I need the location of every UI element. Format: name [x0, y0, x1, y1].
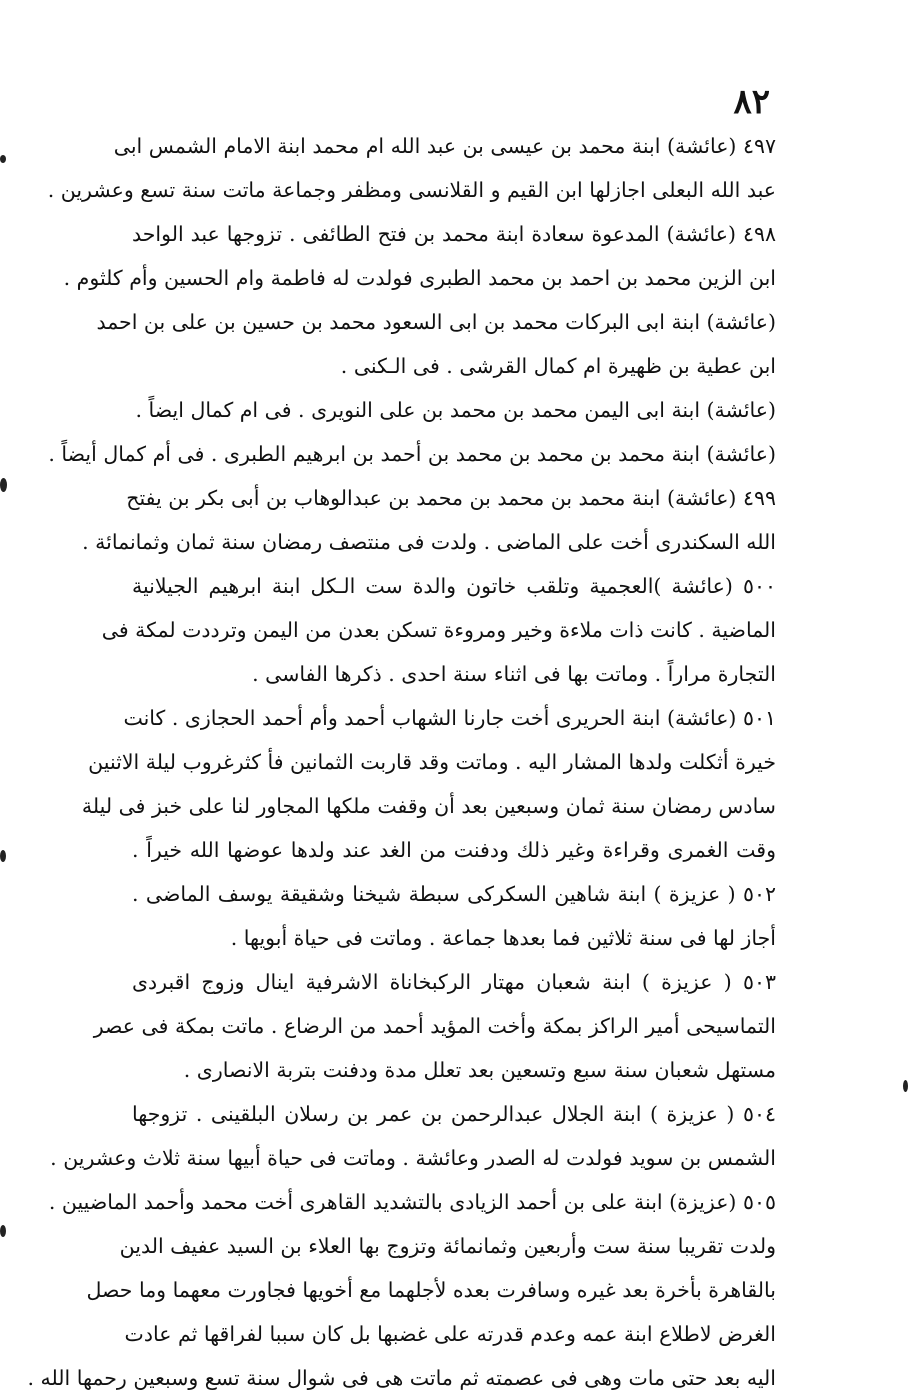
text-line: ابن عطية بن ظهيرة ام كمال القرشى . فى الـكنى . — [340, 354, 776, 378]
text-line: ٥٠٥ (عزيزة) ابنة على بن أحمد الزيادى بالتشديد القاهرى أخت محمد وأحمد الماضيين . — [48, 1190, 776, 1214]
text-line: ابن الزين محمد بن احمد بن محمد الطبرى فولدت له فاطمة وام الحسين وأم كلثوم . — [63, 266, 776, 290]
text-line: خيرة أثكلت ولدها المشار اليه . وماتت وقد قاربت الثمانين فأ كثرغروب ليلة الاثنين — [88, 750, 776, 774]
page-number: ٨٢ — [733, 82, 770, 122]
margin-dot — [0, 478, 7, 492]
text-line: اليه بعد حتى مات وهى فى عصمته ثم ماتت هى فى شوال سنة تسع وسبعين رحمها الله . — [27, 1366, 776, 1390]
text-line: وقت الغمرى وقراءة وغير ذلك ودفنت من الغد عند ولدها عوضها الله خيراً . — [132, 838, 776, 862]
text-line: ٤٩٩ (عائشة) ابنة محمد بن محمد بن محمد بن عبدالوهاب بن أبى بكر بن يفتح — [126, 486, 776, 510]
page-text — [27, 124, 776, 1400]
text-line: التماسيحى أمير الراكز بمكة وأخت المؤيد أحمد من الرضاع . ماتت بمكة فى عصر — [93, 1014, 776, 1038]
text-line: (عائشة) ابنة ابى البركات محمد بن ابى السعود محمد بن حسين بن على بن احمد — [96, 310, 776, 334]
margin-dot — [0, 850, 6, 862]
text-line: الماضية . كانت ذات ملاءة وخير ومروءة تسكن بعدن من اليمن وترددت لمكة فى — [101, 618, 776, 642]
text-line: التجارة مراراً . وماتت بها فى اثناء سنة احدى . ذكرها الفاسى . — [252, 662, 776, 686]
text-line: ٤٩٧ (عائشة) ابنة محمد بن عيسى بن عبد الله ام محمد ابنة الامام الشمس ابى — [113, 134, 776, 158]
text-line: ٥٠٤ ( عزيزة ) ابنة الجلال عبدالرحمن بن عمر بن رسلان البلقينى . تزوجها — [132, 1102, 776, 1126]
text-line: ٥٠٠ (عائشة )العجمية وتلقب خاتون والدة ست الـكل ابنة ابرهيم الجيلانية — [132, 574, 776, 598]
text-line: ٤٩٨ (عائشة) المدعوة سعادة ابنة محمد بن فتح الطائفى . تزوجها عبد الواحد — [132, 222, 776, 246]
margin-dot — [0, 1225, 6, 1237]
text-line: مستهل شعبان سنة سبع وتسعين بعد تعلل مدة ودفنت بتربة الانصارى . — [183, 1058, 776, 1082]
margin-dot — [0, 155, 6, 163]
text-line: ٥٠٣ ( عزيزة ) ابنة شعبان مهتار الركبخاناة الاشرفية اينال وزوج اقبردى — [132, 970, 776, 994]
margin-dot — [903, 1080, 908, 1092]
text-line: الشمس بن سويد فولدت له الصدر وعائشة . وماتت فى حياة أبيها سنة ثلاث وعشرين . — [50, 1146, 776, 1170]
text-line: أجاز لها فى سنة ثلاثين فما بعدها جماعة . وماتت فى حياة أبويها . — [230, 926, 776, 950]
text-line: سادس رمضان سنة ثمان وسبعين بعد أن وقفت ملكها المجاور لنا على خبز فى ليلة — [81, 794, 776, 818]
text-line: (عائشة) ابنة محمد بن محمد بن محمد بن أحمد بن ابرهيم الطبرى . فى أم كمال أيضاً . — [48, 442, 776, 466]
text-line: ٥٠١ (عائشة) ابنة الحريرى أخت جارنا الشهاب أحمد وأم أحمد الحجازى . كانت — [123, 706, 776, 730]
text-line: ولدت تقريبا سنة ست وأربعين وثمانمائة وتزوج بها العلاء بن السيد عفيف الدين — [119, 1234, 776, 1258]
text-line: عبد الله البعلى اجازلها ابن القيم و القلانسى ومظفر وجماعة ماتت سنة تسع وعشرين . — [47, 178, 776, 202]
text-line: (عائشة) ابنة ابى اليمن محمد بن محمد بن على النويرى . فى ام كمال ايضاً . — [135, 398, 776, 422]
text-line: ٥٠٢ ( عزيزة ) ابنة شاهين السكركى سبطة شيخنا وشقيقة يوسف الماضى . — [132, 882, 776, 906]
text-line: الله السكندرى أخت على الماضى . ولدت فى منتصف رمضان سنة ثمان وثمانمائة . — [82, 530, 776, 554]
text-line: الغرض لاطلاع ابنة عمه وعدم قدرته على غضبها بل كان سببا لفراقها ثم عادت — [124, 1322, 776, 1346]
text-line: بالقاهرة بأخرة بعد غيره وسافرت بعده لأجلهما مع أخويها فجاورت معهما وما حصل — [86, 1278, 776, 1302]
